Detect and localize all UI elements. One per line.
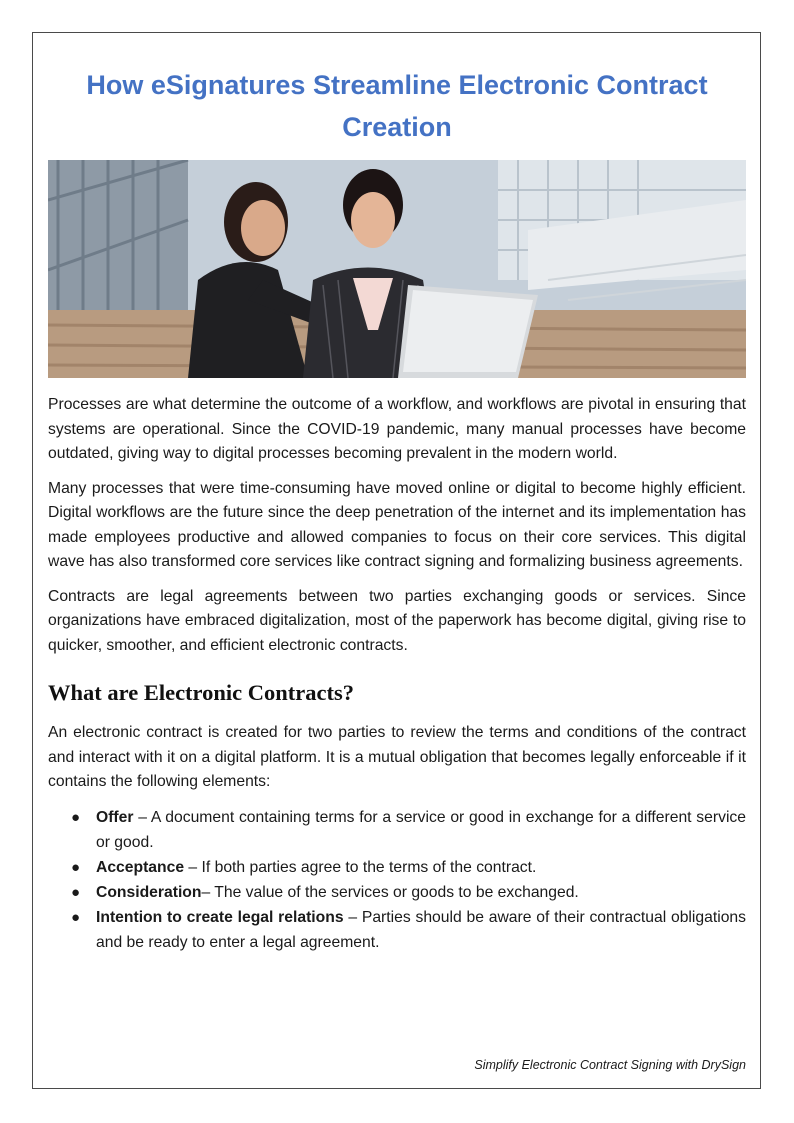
list-item-term: Intention to create legal relations [96, 908, 344, 926]
section-paragraph: An electronic contract is created for two parties to review the terms and conditions of the contract and interact with it on a digital platform. It is a mutual obligation that becomes legally enforceable if it contains the following elements: [48, 724, 746, 790]
intro-paragraph-1: Processes are what determine the outcome of a workflow, and workflows are pivotal in ensuring that systems are operational. Since the COVID-19 pandemic, many manual processes have become outdated, giving way to digital processes becoming prevalent in the modern world. [48, 396, 746, 462]
bullet-icon: ● [71, 808, 81, 826]
list-item-consideration [48, 880, 746, 905]
page-footer: Simplify Electronic Contract Signing with DrySign [474, 1058, 746, 1072]
list-item-intention [48, 905, 746, 955]
list-item-term: Offer [96, 808, 134, 826]
document-content [48, 64, 746, 955]
bullet-icon: ● [71, 883, 81, 901]
section-heading: What are Electronic Contracts? [48, 680, 354, 705]
document-title: How eSignatures Streamline Electronic Contract Creation [86, 70, 708, 142]
list-item-description: – A document containing terms for a service or good in exchange for a different service or good. [96, 808, 746, 851]
hero-photo [48, 160, 746, 378]
list-item-description: – Parties should be aware of their contractual obligations and be ready to enter a legal agreement. [96, 908, 746, 951]
intro-paragraph-2: Many processes that were time-consuming have moved online or digital to become highly efficient. Digital workflows are the future since the deep penetration of the internet and its implementation has made employees productive and allowed companies to focus on their core services. This digital wave has also transformed core services like contract signing and formalizing business agreements. [48, 479, 746, 570]
intro-paragraph-3: Contracts are legal agreements between two parties exchanging goods or services. Since organizations have embraced digitalization, most of the paperwork has become digital, giving rise to quicker, smoother, and efficient electronic contracts. [48, 587, 746, 654]
list-item-offer [48, 805, 746, 855]
bullet-icon: ● [71, 908, 81, 926]
list-item-acceptance [48, 855, 746, 880]
contract-elements-list [48, 805, 746, 955]
list-item-description: – The value of the services or goods to be exchanged. [201, 883, 579, 901]
list-item-term: Consideration [96, 883, 202, 901]
list-item-term: Acceptance [96, 858, 185, 876]
hero-photo-illustration [48, 160, 746, 378]
bullet-icon: ● [71, 858, 81, 876]
list-item-description: – If both parties agree to the terms of the contract. [184, 858, 537, 876]
